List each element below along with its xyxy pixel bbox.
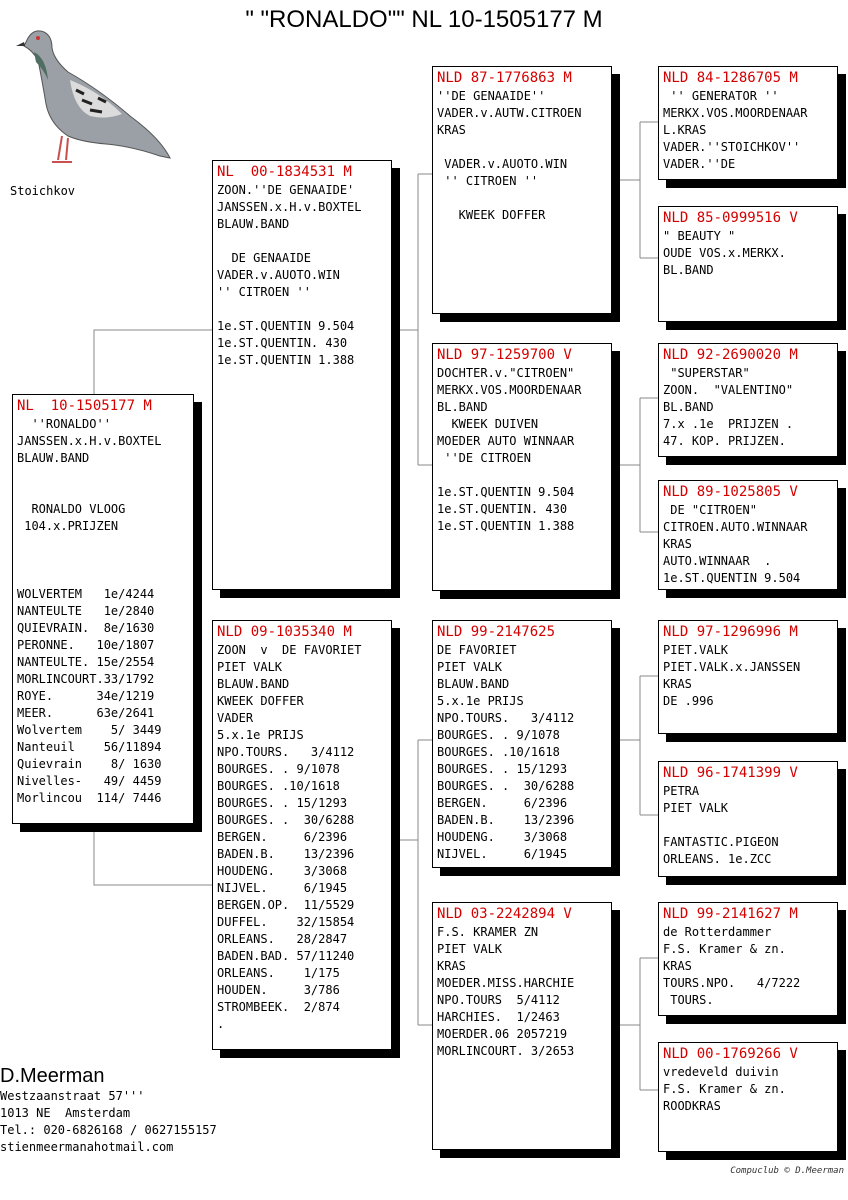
pedigree-box-sire-sire-sire bbox=[658, 66, 838, 180]
ring-number: NLD 85-0999516 V bbox=[663, 210, 798, 226]
pedigree-line: L.KRAS bbox=[663, 123, 707, 137]
pedigree-line: Quievrain 8/ 1630 bbox=[17, 757, 162, 771]
pedigree-line: BOURGES. . 30/6288 bbox=[437, 779, 575, 793]
pedigree-line bbox=[17, 484, 189, 501]
pedigree-line: BOURGES. . 15/1293 bbox=[217, 796, 348, 810]
pedigree-line: BL.BAND bbox=[437, 400, 488, 414]
ring-number: NLD 92-2690020 M bbox=[663, 347, 798, 363]
pedigree-line: Morlincou 114/ 7446 bbox=[17, 791, 162, 805]
pedigree-line: AUTO.WINNAAR . bbox=[663, 554, 772, 568]
pedigree-line bbox=[437, 467, 607, 484]
pedigree-line: ''DE GENAAIDE'' bbox=[437, 89, 546, 103]
ring-number: NLD 97-1296996 M bbox=[663, 624, 798, 640]
pedigree-line: Wolvertem 5/ 3449 bbox=[17, 723, 162, 737]
owner-address: Westzaanstraat 57''' bbox=[0, 1089, 145, 1103]
owner-email: stienmeermanahotmail.com bbox=[0, 1140, 174, 1154]
pedigree-box-sire-dam-dam bbox=[658, 480, 838, 590]
pedigree-line: NPO.TOURS. 3/4112 bbox=[217, 745, 355, 759]
pedigree-line: BOURGES. . 9/1078 bbox=[217, 762, 340, 776]
pedigree-title: " "RONALDO"" NL 10-1505177 M bbox=[245, 6, 603, 33]
pedigree-line: BLAUW.BAND bbox=[217, 217, 290, 231]
pedigree-line: 1e.ST.QUENTIN 9.504 bbox=[663, 571, 801, 585]
ring-number: NLD 96-1741399 V bbox=[663, 765, 798, 781]
pedigree-line: ORLEANS. 1/175 bbox=[217, 966, 340, 980]
pedigree-line: ROYE. 34e/1219 bbox=[17, 689, 155, 703]
pedigree-line: KRAS bbox=[663, 677, 692, 691]
pedigree-line: NPO.TOURS. 3/4112 bbox=[437, 711, 575, 725]
pedigree-box-main bbox=[12, 394, 194, 824]
pedigree-line: KRAS bbox=[437, 959, 466, 973]
pedigree-line: BERGEN. 6/2396 bbox=[217, 830, 348, 844]
pedigree-line: HOUDEN. 3/786 bbox=[217, 983, 340, 997]
pedigree-line: KRAS bbox=[663, 537, 692, 551]
owner-phone: Tel.: 020-6826168 / 0627155157 bbox=[0, 1123, 217, 1137]
pedigree-line: HOUDENG. 3/3068 bbox=[437, 830, 568, 844]
pedigree-line: 1e.ST.QUENTIN 9.504 bbox=[437, 485, 575, 499]
pedigree-line: ORLEANS. 28/2847 bbox=[217, 932, 348, 946]
pedigree-line: "SUPERSTAR" bbox=[663, 366, 750, 380]
pedigree-line: ZOON v DE FAVORIET bbox=[217, 643, 362, 657]
pedigree-line: " BEAUTY " bbox=[663, 229, 736, 243]
owner-block bbox=[0, 1064, 217, 1156]
bird-caption: Stoichkov bbox=[10, 184, 76, 198]
pedigree-line: KWEEK DUIVEN bbox=[437, 417, 539, 431]
pedigree-line: vredeveld duivin bbox=[663, 1065, 779, 1079]
pedigree-line: BOURGES. .10/1618 bbox=[217, 779, 340, 793]
pedigree-line: PIET VALK bbox=[217, 660, 283, 674]
pedigree-line: VADER.''STOICHKOV'' bbox=[663, 140, 801, 154]
pedigree-box-dam-dam-sire bbox=[658, 902, 838, 1016]
pedigree-line: NIJVEL. 6/1945 bbox=[437, 847, 568, 861]
pedigree-line: MOEDER AUTO WINNAAR bbox=[437, 434, 575, 448]
pedigree-line bbox=[217, 301, 387, 318]
pedigree-line: PIET VALK bbox=[663, 801, 729, 815]
pedigree-line: DE GENAAIDE bbox=[217, 251, 311, 265]
pedigree-line: BOURGES. . 30/6288 bbox=[217, 813, 355, 827]
pedigree-line: ORLEANS. 1e.ZCC bbox=[663, 852, 772, 866]
pedigree-line: '' CITROEN '' bbox=[437, 174, 539, 188]
pedigree-box-sire-sire-dam bbox=[658, 206, 838, 322]
pedigree-box-sire bbox=[212, 160, 392, 590]
owner-city: 1013 NE Amsterdam bbox=[0, 1106, 131, 1120]
pedigree-line: 5.x.1e PRIJS bbox=[217, 728, 304, 742]
pedigree-line: MORLINCOURT.33/1792 bbox=[17, 672, 155, 686]
pedigree-box-dam-dam bbox=[432, 902, 612, 1150]
pedigree-line bbox=[437, 139, 607, 156]
pedigree-line: JANSSEN.x.H.v.BOXTEL bbox=[17, 434, 162, 448]
pedigree-line: DE FAVORIET bbox=[437, 643, 517, 657]
pedigree-line: ''RONALDO'' bbox=[17, 417, 111, 431]
pedigree-line: PIET VALK bbox=[437, 660, 503, 674]
ring-number: NLD 99-2141627 M bbox=[663, 906, 798, 922]
pedigree-line: 47. KOP. PRIJZEN. bbox=[663, 434, 786, 448]
pedigree-line: MERKX.VOS.MOORDENAAR bbox=[437, 383, 582, 397]
pedigree-line: HARCHIES. 1/2463 bbox=[437, 1010, 560, 1024]
pedigree-line: de Rotterdammer bbox=[663, 925, 772, 939]
pedigree-line: PIET.VALK.x.JANSSEN bbox=[663, 660, 801, 674]
ring-number: NLD 89-1025805 V bbox=[663, 484, 798, 500]
owner-name: D.Meerman bbox=[0, 1065, 105, 1087]
pedigree-line: ROODKRAS bbox=[663, 1099, 721, 1113]
pedigree-box-dam-sire bbox=[432, 620, 612, 868]
pedigree-line: BL.BAND bbox=[663, 263, 714, 277]
pedigree-line: NPO.TOURS 5/4112 bbox=[437, 993, 560, 1007]
pedigree-line: DE "CITROEN" bbox=[663, 503, 757, 517]
pedigree-line: STROMBEEK. 2/874 bbox=[217, 1000, 340, 1014]
pedigree-line: '' CITROEN '' bbox=[217, 285, 311, 299]
pedigree-line: BOURGES. . 9/1078 bbox=[437, 728, 560, 742]
pedigree-line: CITROEN.AUTO.WINNAAR bbox=[663, 520, 808, 534]
pedigree-line: 7.x .1e PRIJZEN . bbox=[663, 417, 794, 431]
pedigree-line: NIJVEL. 6/1945 bbox=[217, 881, 348, 895]
pedigree-line: MERKX.VOS.MOORDENAAR bbox=[663, 106, 808, 120]
pedigree-line: BOURGES. . 15/1293 bbox=[437, 762, 568, 776]
pedigree-line: FANTASTIC.PIGEON bbox=[663, 835, 779, 849]
ring-number: NLD 09-1035340 M bbox=[217, 624, 352, 640]
ring-number: NLD 99-2147625 bbox=[437, 624, 556, 640]
pedigree-line: ZOON.''DE GENAAIDE' bbox=[217, 183, 355, 197]
ring-number: NLD 97-1259700 V bbox=[437, 347, 572, 363]
pedigree-line: BADEN.B. 13/2396 bbox=[217, 847, 355, 861]
pedigree-line: DOCHTER.v."CITROEN" bbox=[437, 366, 575, 380]
pedigree-line: 1e.ST.QUENTIN. 430 bbox=[217, 336, 348, 350]
pedigree-line: BLAUW.BAND bbox=[437, 677, 510, 691]
pedigree-line: BADEN.BAD. 57/11240 bbox=[217, 949, 355, 963]
footer-credit: Compuclub © D.Meerman bbox=[730, 1166, 844, 1176]
pedigree-line: F.S. Kramer & zn. bbox=[663, 1082, 786, 1096]
pedigree-line: 5.x.1e PRIJS bbox=[437, 694, 524, 708]
pedigree-line: . bbox=[217, 1017, 225, 1031]
pedigree-line: BERGEN.OP. 11/5529 bbox=[217, 898, 355, 912]
pedigree-line: OUDE VOS.x.MERKX. bbox=[663, 246, 786, 260]
pedigree-line: 1e.ST.QUENTIN 1.388 bbox=[217, 353, 355, 367]
pedigree-box-dam-dam-dam bbox=[658, 1042, 838, 1152]
ring-number: NLD 00-1769266 V bbox=[663, 1046, 798, 1062]
pedigree-line: VADER.v.AUTW.CITROEN bbox=[437, 106, 582, 120]
pedigree-line: F.S. KRAMER ZN bbox=[437, 925, 539, 939]
pedigree-line bbox=[663, 817, 833, 834]
pedigree-box-dam bbox=[212, 620, 392, 1050]
pedigree-line: BLAUW.BAND bbox=[217, 677, 290, 691]
pedigree-line: BADEN.B. 13/2396 bbox=[437, 813, 575, 827]
pedigree-line: KRAS bbox=[437, 123, 466, 137]
pedigree-line: 1e.ST.QUENTIN 9.504 bbox=[217, 319, 355, 333]
pedigree-line: JANSSEN.x.H.v.BOXTEL bbox=[217, 200, 362, 214]
pedigree-line bbox=[217, 233, 387, 250]
pedigree-line: KWEEK DOFFER bbox=[217, 694, 304, 708]
pedigree-line: '' GENERATOR '' bbox=[663, 89, 779, 103]
pedigree-line: TOURS. bbox=[663, 993, 714, 1007]
pedigree-line: MORLINCOURT. 3/2653 bbox=[437, 1044, 575, 1058]
pedigree-line: PIET.VALK bbox=[663, 643, 729, 657]
pedigree-line bbox=[17, 535, 189, 552]
pedigree-line: HOUDENG. 3/3068 bbox=[217, 864, 348, 878]
pedigree-line: PERONNE. 10e/1807 bbox=[17, 638, 155, 652]
ring-number: NLD 87-1776863 M bbox=[437, 70, 572, 86]
pedigree-line: BL.BAND bbox=[663, 400, 714, 414]
pedigree-line: ''DE CITROEN bbox=[437, 451, 531, 465]
pedigree-line: 1e.ST.QUENTIN 1.388 bbox=[437, 519, 575, 533]
pedigree-line: 104.x.PRIJZEN bbox=[17, 519, 119, 533]
pedigree-line: BOURGES. .10/1618 bbox=[437, 745, 560, 759]
pedigree-line bbox=[17, 569, 189, 586]
pedigree-line: VADER.v.AUOTO.WIN bbox=[437, 157, 568, 171]
pedigree-line bbox=[17, 552, 189, 569]
pedigree-line: DUFFEL. 32/15854 bbox=[217, 915, 355, 929]
pedigree-line: MEER. 63e/2641 bbox=[17, 706, 155, 720]
ring-number: NLD 84-1286705 M bbox=[663, 70, 798, 86]
ring-number: NL 10-1505177 M bbox=[17, 398, 152, 414]
pedigree-line: Nivelles- 49/ 4459 bbox=[17, 774, 162, 788]
pedigree-line: WOLVERTEM 1e/4244 bbox=[17, 587, 155, 601]
pedigree-line: NANTEULTE 1e/2840 bbox=[17, 604, 155, 618]
pedigree-line: 1e.ST.QUENTIN. 430 bbox=[437, 502, 568, 516]
pedigree-line: PETRA bbox=[663, 784, 700, 798]
pedigree-line: F.S. Kramer & zn. bbox=[663, 942, 786, 956]
pedigree-line: BLAUW.BAND bbox=[17, 451, 90, 465]
pedigree-line bbox=[437, 190, 607, 207]
pedigree-line: VADER.v.AUOTO.WIN bbox=[217, 268, 340, 282]
pedigree-box-sire-sire bbox=[432, 66, 612, 314]
pedigree-box-sire-dam-sire bbox=[658, 343, 838, 457]
pedigree-line: DE .996 bbox=[663, 694, 714, 708]
pedigree-line: MOEDER.MISS.HARCHIE bbox=[437, 976, 575, 990]
pedigree-line: KWEEK DOFFER bbox=[437, 208, 546, 222]
ring-number: NL 00-1834531 M bbox=[217, 164, 352, 180]
pedigree-line: TOURS.NPO. 4/7222 bbox=[663, 976, 801, 990]
pedigree-box-dam-sire-sire bbox=[658, 620, 838, 734]
pedigree-line: NANTEULTE. 15e/2554 bbox=[17, 655, 155, 669]
pedigree-line: BERGEN. 6/2396 bbox=[437, 796, 568, 810]
pedigree-line: MOERDER.06 2057219 bbox=[437, 1027, 568, 1041]
pedigree-line: PIET VALK bbox=[437, 942, 503, 956]
pedigree-line: Nanteuil 56/11894 bbox=[17, 740, 162, 754]
pedigree-line: ZOON. "VALENTINO" bbox=[663, 383, 794, 397]
pedigree-line: VADER.''DE bbox=[663, 157, 736, 171]
pedigree-line: KRAS bbox=[663, 959, 692, 973]
pedigree-line: VADER bbox=[217, 711, 254, 725]
pedigree-line: RONALDO VLOOG bbox=[17, 502, 126, 516]
ring-number: NLD 03-2242894 V bbox=[437, 906, 572, 922]
pedigree-box-dam-sire-dam bbox=[658, 761, 838, 877]
pedigree-line bbox=[17, 467, 189, 484]
pedigree-line: QUIEVRAIN. 8e/1630 bbox=[17, 621, 155, 635]
pedigree-box-sire-dam bbox=[432, 343, 612, 591]
